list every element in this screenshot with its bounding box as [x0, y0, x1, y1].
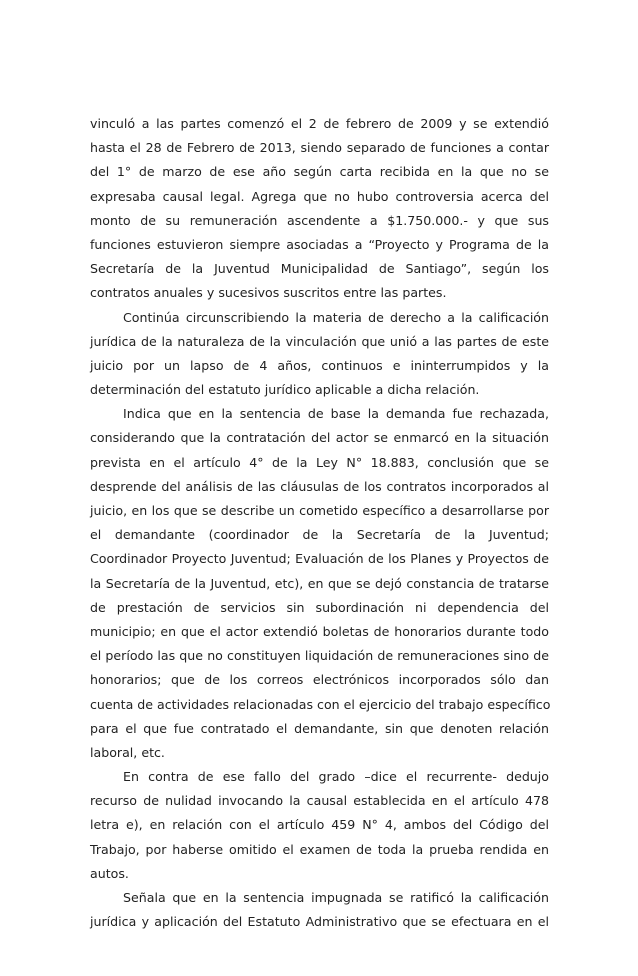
- text-line: la Secretaría de la Juventud, etc), en que se dejó constancia de tratarse: [90, 575, 549, 591]
- text-line: Secretaría de la Juventud Municipalidad de Santiago”, según los: [90, 261, 549, 277]
- text-line: el demandante (coordinador de la Secretaría de la Juventud;: [90, 527, 549, 543]
- text-line: jurídica de la naturaleza de la vinculación que unió a las partes de este: [90, 333, 549, 349]
- text-line: del 1° de marzo de ese año según carta recibida en la que no se: [90, 164, 549, 180]
- text-line: municipio; en que el actor extendió boletas de honorarios durante todo: [90, 623, 549, 639]
- text-line: Trabajo, por haberse omitido el examen de toda la prueba rendida en: [90, 841, 549, 857]
- text-line: cuenta de actividades relacionadas con el ejercicio del trabajo específico: [90, 696, 551, 712]
- text-line: recurso de nulidad invocando la causal establecida en el artículo 478: [90, 793, 549, 809]
- text-line: Continúa circunscribiendo la materia de derecho a la calificación: [123, 309, 549, 325]
- text-line: el período las que no constituyen liquidación de remuneraciones sino de: [90, 648, 549, 664]
- text-line: vinculó a las partes comenzó el 2 de febrero de 2009 y se extendió: [90, 116, 549, 131]
- document-page: [90, 112, 549, 934]
- text-line: determinación del estatuto jurídico aplicable a dicha relación.: [90, 382, 480, 398]
- text-line: jurídica y aplicación del Estatuto Administrativo que se efectuara en el: [90, 914, 549, 930]
- text-line: Señala que en la sentencia impugnada se ratificó la calificación: [123, 890, 549, 905]
- text-line: prevista en el artículo 4° de la Ley N° 18.883, conclusión que se: [90, 454, 549, 470]
- text-line: expresaba causal legal. Agrega que no hubo controversia acerca del: [90, 188, 549, 204]
- text-line: Indica que en la sentencia de base la demanda fue rechazada,: [123, 406, 549, 422]
- text-line: para el que fue contratado el demandante, sin que denoten relación: [90, 720, 549, 736]
- text-line: desprende del análisis de las cláusulas de los contratos incorporados al: [90, 478, 549, 494]
- text-line: contratos anuales y sucesivos suscritos entre las partes.: [90, 285, 447, 301]
- text-line: hasta el 28 de Febrero de 2013, siendo separado de funciones a contar: [90, 140, 549, 156]
- text-line: considerando que la contratación del actor se enmarcó en la situación: [90, 430, 549, 446]
- text-line: Coordinador Proyecto Juventud; Evaluación de los Planes y Proyectos de: [90, 551, 549, 567]
- text-line: de prestación de servicios sin subordinación ni dependencia del: [90, 599, 549, 615]
- text-line: laboral, etc.: [90, 744, 165, 760]
- text-line: juicio por un lapso de 4 años, continuos e ininterrumpidos y la: [90, 357, 549, 373]
- text-line: juicio, en los que se describe un cometido específico a desarrollarse por: [90, 503, 549, 518]
- text-line: letra e), en relación con el artículo 459 N° 4, ambos del Código del: [90, 817, 549, 833]
- text-line: autos.: [90, 865, 129, 881]
- text-line: monto de su remuneración ascendente a $1.750.000.- y que sus: [90, 212, 549, 228]
- text-line: En contra de ese fallo del grado –dice el recurrente- dedujo: [123, 769, 549, 785]
- text-line: honorarios; que de los correos electrónicos incorporados sólo dan: [90, 672, 549, 688]
- text-line: funciones estuvieron siempre asociadas a “Proyecto y Programa de la: [90, 236, 549, 252]
